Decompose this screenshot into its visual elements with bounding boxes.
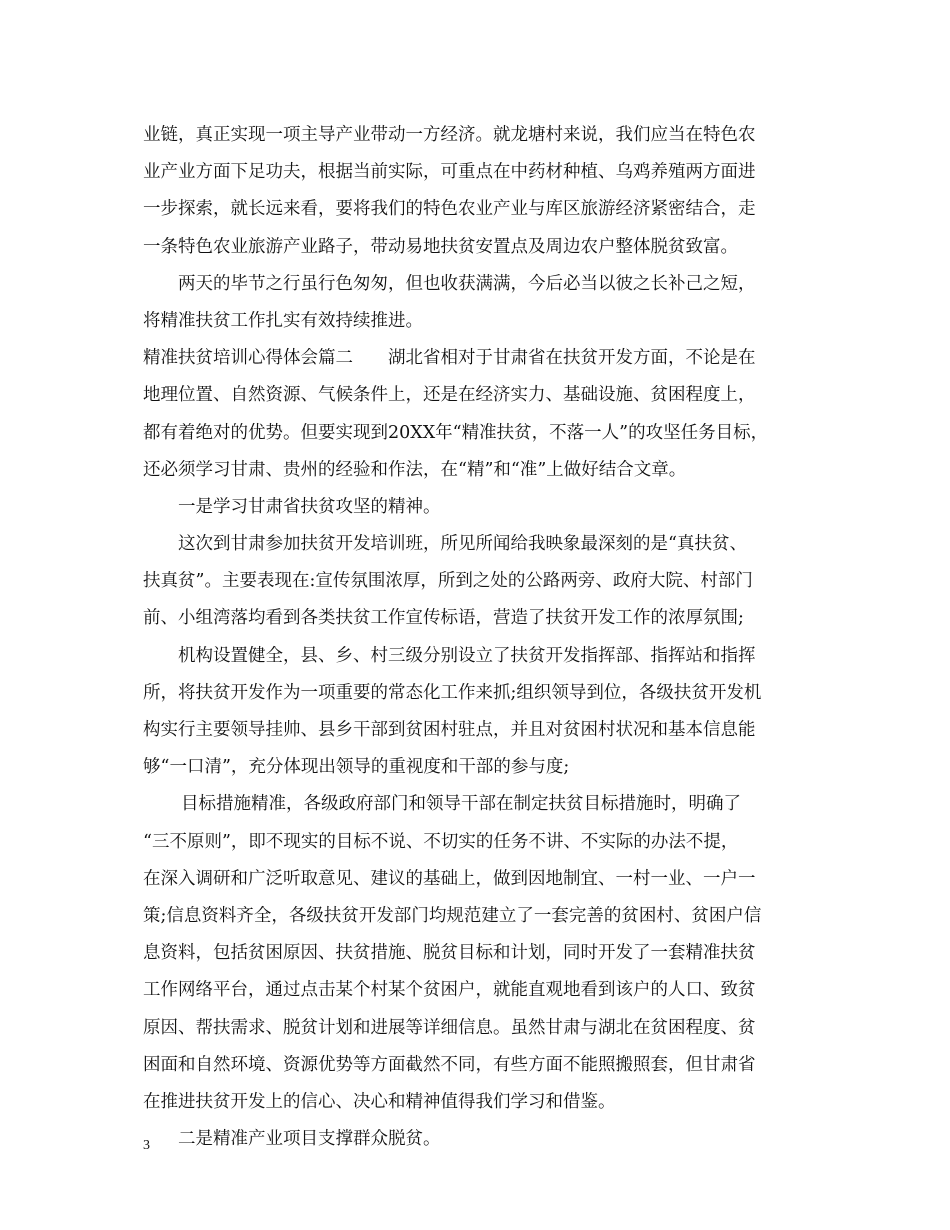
page-number: 3 — [143, 1138, 150, 1153]
text-line: 在深入调研和广泛听取意见、建议的基础上，做到因地制宜、一村一业、一户一 — [143, 868, 756, 889]
text-line: 还必须学习甘肃、贵州的经验和作法，在“精”和“准”上做好结合文章。 — [143, 459, 687, 480]
text-line: 业产业方面下足功夫，根据当前实际，可重点在中药材种植、乌鸡养殖两方面进 — [143, 162, 756, 183]
text-line: 所，将扶贫开发作为一项重要的常态化工作来抓;组织领导到位，各级扶贫开发机 — [143, 682, 762, 703]
text-line: 原因、帮扶需求、脱贫计划和进展等详细信息。虽然甘肃与湖北在贫困程度、贫 — [143, 1017, 756, 1038]
text-line: 机构设置健全，县、乡、村三级分别设立了扶贫开发指挥部、指挥站和指挥 — [178, 645, 756, 666]
text-line: 地理位置、自然资源、气候条件上，还是在经济实力、基础设施、贫困程度上， — [143, 385, 756, 406]
text-line: 策;信息资料齐全，各级扶贫开发部门均规范建立了一套完善的贫困村、贫困户信 — [143, 905, 762, 926]
text-line: 工作网络平台，通过点击某个村某个贫困户，就能直观地看到该户的人口、致贫 — [143, 980, 756, 1001]
text-line: 都有着绝对的优势。但要实现到20XX年“精准扶贫，不落一人”的攻坚任务目标， — [143, 422, 769, 443]
text-line: 这次到甘肃参加扶贫开发培训班，所见所闻给我映象最深刻的是“真扶贫、 — [178, 534, 747, 555]
text-line: 一条特色农业旅游产业路子，带动易地扶贫安置点及周边农户整体脱贫致富。 — [143, 236, 738, 257]
text-line: 两天的毕节之行虽行色匆匆，但也收获满满，今后必当以彼之长补己之短， — [178, 273, 756, 294]
text-line: 将精准扶贫工作扎实有效持续推进。 — [143, 310, 423, 331]
section-heading-line: 精准扶贫培训心得体会篇二 湖北省相对于甘肃省在扶贫开发方面，不论是在 — [143, 348, 756, 369]
text-line: 构实行主要领导挂帅、县乡干部到贫困村驻点，并且对贫困村状况和基本信息能 — [143, 720, 756, 740]
text-line: 够“一口清”，充分体现出领导的重视度和干部的参与度; — [143, 757, 570, 778]
text-line: 困面和自然环境、资源优势等方面截然不同，有些方面不能照搬照套，但甘肃省 — [143, 1054, 756, 1075]
body-text — [143, 117, 823, 1158]
text-line: 一步探索，就长远来看，要将我们的特色农业产业与库区旅游经济紧密结合，走 — [143, 199, 756, 220]
text-line: 息资料，包括贫困原因、扶贫措施、脱贫目标和计划，同时开发了一套精准扶贫 — [143, 943, 756, 964]
text-line: 目标措施精准，各级政府部门和领导干部在制定扶贫目标措施时，明确了 — [181, 794, 741, 815]
text-line: 在推进扶贫开发上的信心、决心和精神值得我们学习和借鉴。 — [143, 1091, 616, 1112]
text-line: 业链，真正实现一项主导产业带动一方经济。就龙塘村来说，我们应当在特色农 — [143, 125, 756, 145]
subheading-line: 一是学习甘肃省扶贫攻坚的精神。 — [178, 496, 441, 517]
subheading-line: 二是精准产业项目支撑群众脱贫。 — [178, 1129, 441, 1150]
text-line: 扶真贫”。主要表现在:宣传氛围浓厚，所到之处的公路两旁、政府大院、村部门 — [143, 571, 753, 592]
text-line: “三不原则”，即不现实的目标不说、不切实的任务不讲、不实际的办法不提， — [143, 831, 739, 852]
text-line: 前、小组湾落均看到各类扶贫工作宣传标语，营造了扶贫开发工作的浓厚氛围; — [143, 608, 744, 629]
